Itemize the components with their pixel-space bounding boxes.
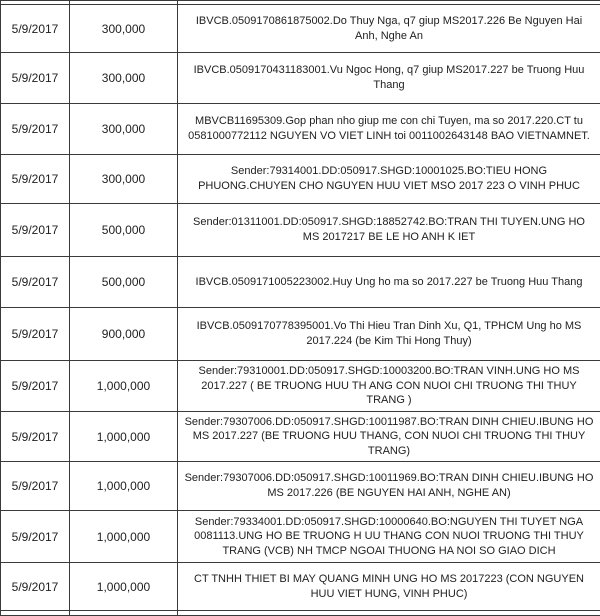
description-cell: MBVCB11695309.Gop phan nho giup me con chi Tuyen, ma so 2017.220.CT tu 0581000772112 NGUYEN VO VIET LINH toi 0011002643148 BAO VIETNAMNET. <box>178 104 600 155</box>
date-cell: 5/9/2017 <box>1 511 70 563</box>
table-row <box>1 5 600 53</box>
donation-table-body <box>1 1 600 616</box>
date-cell: 5/9/2017 <box>1 412 70 462</box>
table-row <box>1 462 600 511</box>
amount-cell: 1,000,000 <box>70 361 178 412</box>
table-row <box>1 563 600 611</box>
date-cell: 5/9/2017 <box>1 462 70 511</box>
empty-cell <box>1 611 70 616</box>
empty-cell <box>70 611 178 616</box>
amount-cell: 300,000 <box>70 53 178 104</box>
table-row <box>1 308 600 361</box>
description-cell: Sender:79314001.DD:050917.SHGD:10001025.BO:TIEU HONG PHUONG.CHUYEN CHO NGUYEN HUU VIET MSO 2017 223 O VINH PHUC <box>178 155 600 204</box>
description-cell: Sender:79310001.DD:050917.SHGD:10003200.BO:TRAN VINH.UNG HO MS 2017.227 ( BE TRUONG HUU TH ANG CON NUOI CHI TRUONG THI THUY TRANG ) <box>178 361 600 412</box>
table-row <box>1 204 600 257</box>
empty-cell <box>178 611 600 616</box>
table-row <box>1 412 600 462</box>
date-cell: 5/9/2017 <box>1 361 70 412</box>
table-row <box>1 511 600 563</box>
amount-cell: 1,000,000 <box>70 462 178 511</box>
date-cell: 5/9/2017 <box>1 204 70 257</box>
amount-cell: 300,000 <box>70 104 178 155</box>
amount-cell: 1,000,000 <box>70 563 178 611</box>
date-cell: 5/9/2017 <box>1 155 70 204</box>
description-cell: CT TNHH THIET BI MAY QUANG MINH UNG HO MS 2017223 (CON NGUYEN HUU VIET HUNG, VINH PHUC) <box>178 563 600 611</box>
description-cell: IBVCB.0509170778395001.Vo Thi Hieu Tran Dinh Xu, Q1, TPHCM Ung ho MS 2017.224 (be Kim Thi Hong Thuy) <box>178 308 600 361</box>
description-cell: Sender:79307006.DD:050917.SHGD:10011969.BO:TRAN DINH CHIEU.IBUNG HO MS 2017.226 (BE NGUYEN HAI ANH, NGHE AN) <box>178 462 600 511</box>
amount-cell: 1,000,000 <box>70 511 178 563</box>
date-cell: 5/9/2017 <box>1 5 70 53</box>
description-cell: Sender:01311001.DD:050917.SHGD:18852742.BO:TRAN THI TUYEN.UNG HO MS 2017217 BE LE HO ANH K IET <box>178 204 600 257</box>
description-cell: Sender:79307006.DD:050917.SHGD:10011987.BO:TRAN DINH CHIEU.IBUNG HO MS 2017.227 (BE TRUONG HUU THANG, CON NUOI CHI TRUONG THI THUY TRANG) <box>178 412 600 462</box>
date-cell: 5/9/2017 <box>1 563 70 611</box>
date-cell: 5/9/2017 <box>1 257 70 308</box>
date-cell: 5/9/2017 <box>1 308 70 361</box>
amount-cell: 300,000 <box>70 155 178 204</box>
description-cell: IBVCB.0509170431183001.Vu Ngoc Hong, q7 giup MS2017.227 be Truong Huu Thang <box>178 53 600 104</box>
table-row <box>1 361 600 412</box>
table-row <box>1 104 600 155</box>
table-row <box>1 257 600 308</box>
partial-row-bottom <box>1 611 600 616</box>
amount-cell: 1,000,000 <box>70 412 178 462</box>
description-cell: Sender:79334001.DD:050917.SHGD:10000640.BO:NGUYEN THI TUYET NGA 0081113.UNG HO BE TRUONG H UU THANG CON NUOI TRUONG THI THUY TRANG (VCB) NH TMCP NGOAI THUONG HA NOI SO GIAO DICH <box>178 511 600 563</box>
date-cell: 5/9/2017 <box>1 53 70 104</box>
date-cell: 5/9/2017 <box>1 104 70 155</box>
description-cell: IBVCB.0509171005223002.Huy Ung ho ma so 2017.227 be Truong Huu Thang <box>178 257 600 308</box>
amount-cell: 300,000 <box>70 5 178 53</box>
amount-cell: 500,000 <box>70 257 178 308</box>
amount-cell: 500,000 <box>70 204 178 257</box>
table-row <box>1 53 600 104</box>
amount-cell: 900,000 <box>70 308 178 361</box>
table-row <box>1 155 600 204</box>
description-cell: IBVCB.0509170861875002.Do Thuy Nga, q7 giup MS2017.226 Be Nguyen Hai Anh, Nghe An <box>178 5 600 53</box>
